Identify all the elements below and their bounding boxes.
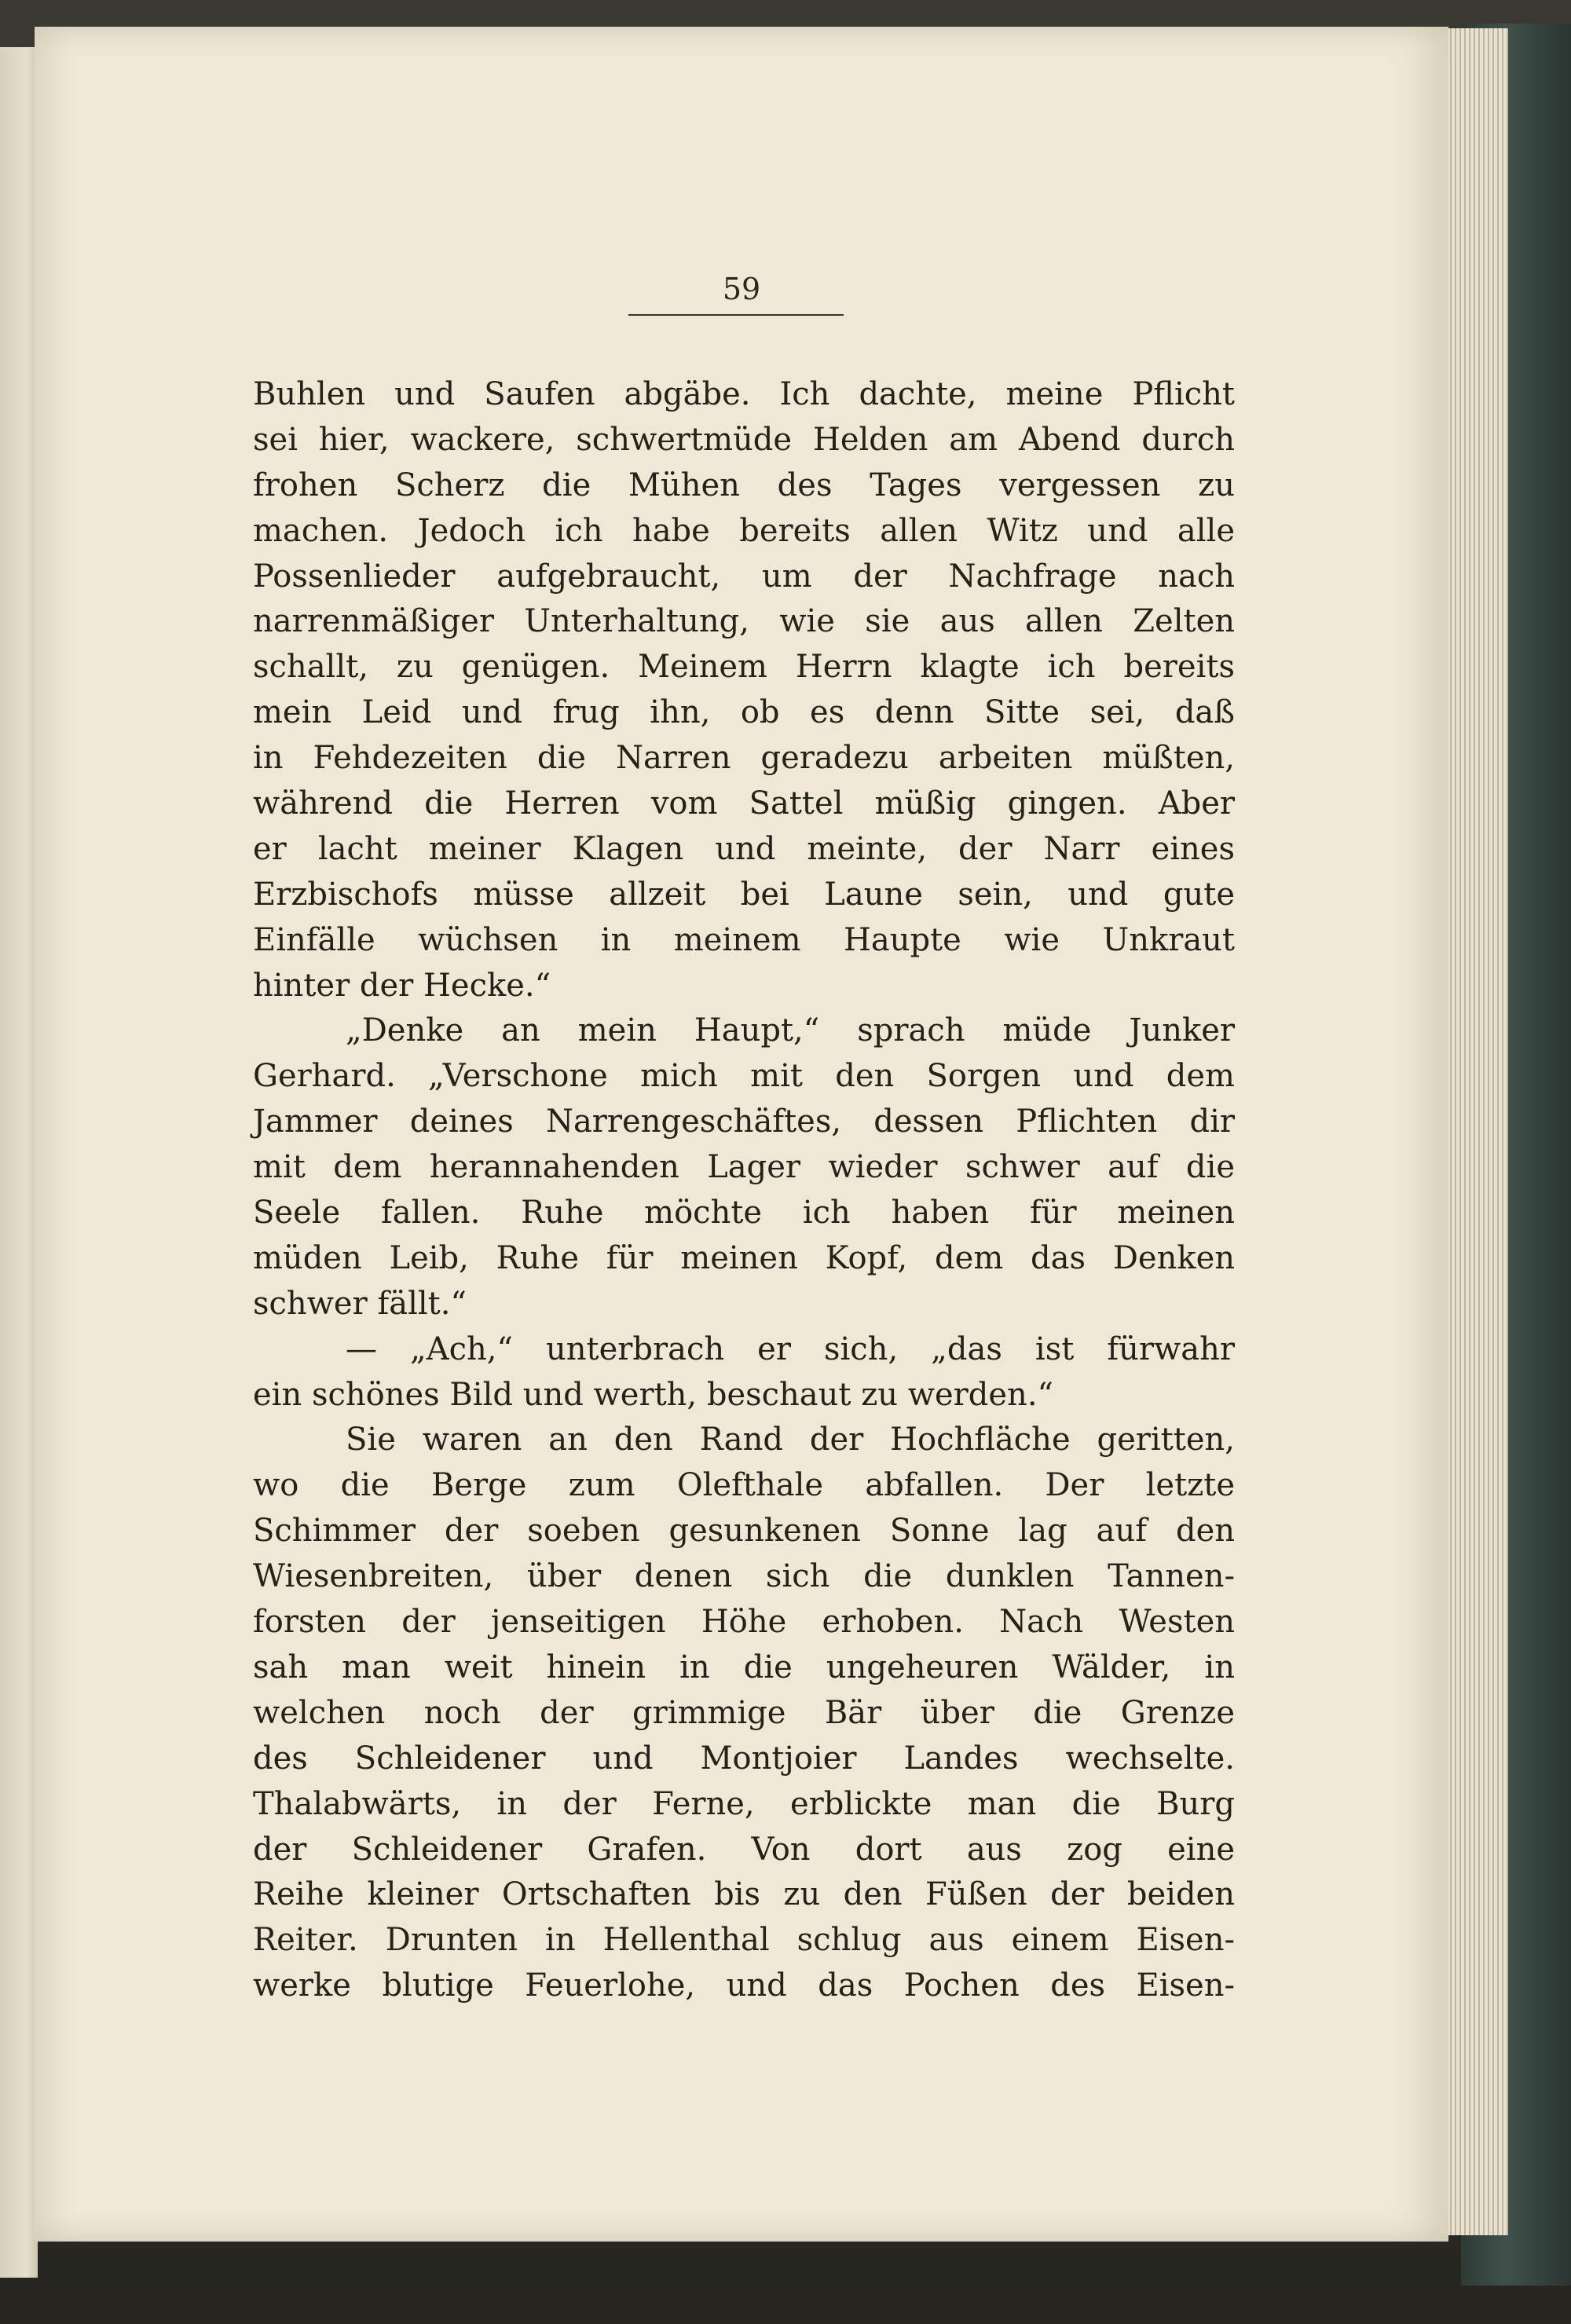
text-line: machen. Jedoch ich habe bereits allen Witz und alle: [253, 512, 1235, 549]
text-line: Wiesenbreiten, über denen sich die dunklen Tannen-: [253, 1558, 1235, 1595]
text-line: werke blutige Feuerlohe, und das Pochen des Eisen-: [253, 1967, 1235, 2004]
facing-page-edge: [0, 47, 38, 2278]
text-line: er lacht meiner Klagen und meinte, der Narr eines: [253, 830, 1235, 867]
header-rule: [628, 314, 844, 316]
text-line: narrenmäßiger Unterhaltung, wie sie aus allen Zelten: [253, 603, 1235, 640]
text-line: schallt, zu genügen. Meinem Herrn klagte ich bereits: [253, 649, 1235, 686]
text-line: müden Leib, Ruhe für meinen Kopf, dem das Denken: [253, 1239, 1235, 1276]
text-line: „Denke an mein Haupt,“ sprach müde Junker: [346, 1012, 1235, 1049]
text-line: Schimmer der soeben gesunkenen Sonne lag auf den: [253, 1513, 1235, 1550]
text-line: hinter der Hecke.“: [253, 967, 551, 1004]
text-line: mit dem herannahenden Lager wieder schwer auf die: [253, 1149, 1235, 1186]
text-line: Thalabwärts, in der Ferne, erblickte man die Burg: [253, 1785, 1235, 1822]
text-line: Gerhard. „Verschone mich mit den Sorgen und dem: [253, 1058, 1235, 1095]
text-line: sei hier, wackere, schwertmüde Helden am Abend durch: [253, 421, 1235, 458]
text-line: welchen noch der grimmige Bär über die Grenze: [253, 1694, 1235, 1731]
text-line: der Schleidener Grafen. Von dort aus zog eine: [253, 1831, 1235, 1868]
text-line: Buhlen und Saufen abgäbe. Ich dachte, meine Pflicht: [253, 376, 1235, 412]
text-line: forsten der jenseitigen Höhe erhoben. Nach Westen: [253, 1604, 1235, 1641]
text-line: in Fehdezeiten die Narren geradezu arbeiten müßten,: [253, 740, 1235, 777]
text-line: mein Leid und frug ihn, ob es denn Sitte sei, daß: [253, 694, 1235, 731]
text-line: Erzbischofs müsse allzeit bei Laune sein, und gute: [253, 876, 1235, 913]
text-line: Seele fallen. Ruhe möchte ich haben für meinen: [253, 1195, 1235, 1232]
text-line: Reiter. Drunten in Hellenthal schlug aus einem Eisen-: [253, 1922, 1235, 1959]
body-text: [253, 372, 1235, 2009]
text-line: Possenlieder aufgebraucht, um der Nachfrage nach: [253, 558, 1235, 595]
text-line: wo die Berge zum Olefthale abfallen. Der letzte: [253, 1467, 1235, 1504]
text-line: sah man weit hinein in die ungeheuren Wälder, in: [253, 1649, 1235, 1685]
text-line: schwer fällt.“: [253, 1285, 467, 1322]
text-line: — „Ach,“ unterbrach er sich, „das ist fürwahr: [346, 1330, 1235, 1367]
page-number: 59: [722, 272, 761, 306]
text-line: Einfälle wüchsen in meinem Haupte wie Unkraut: [253, 921, 1235, 958]
text-line: ein schönes Bild und werth, beschaut zu werden.“: [253, 1376, 1053, 1413]
text-line: Jammer deines Narrengeschäftes, dessen Pflichten dir: [253, 1103, 1235, 1140]
text-line: während die Herren vom Sattel müßig gingen. Aber: [253, 785, 1235, 822]
text-line: Reihe kleiner Ortschaften bis zu den Füßen der beiden: [253, 1876, 1235, 1913]
book-page: [35, 27, 1448, 2242]
text-line: des Schleidener und Montjoier Landes wechselte.: [253, 1740, 1235, 1777]
text-line: frohen Scherz die Mühen des Tages vergessen zu: [253, 467, 1235, 503]
text-line: Sie waren an den Rand der Hochfläche geritten,: [346, 1422, 1235, 1458]
